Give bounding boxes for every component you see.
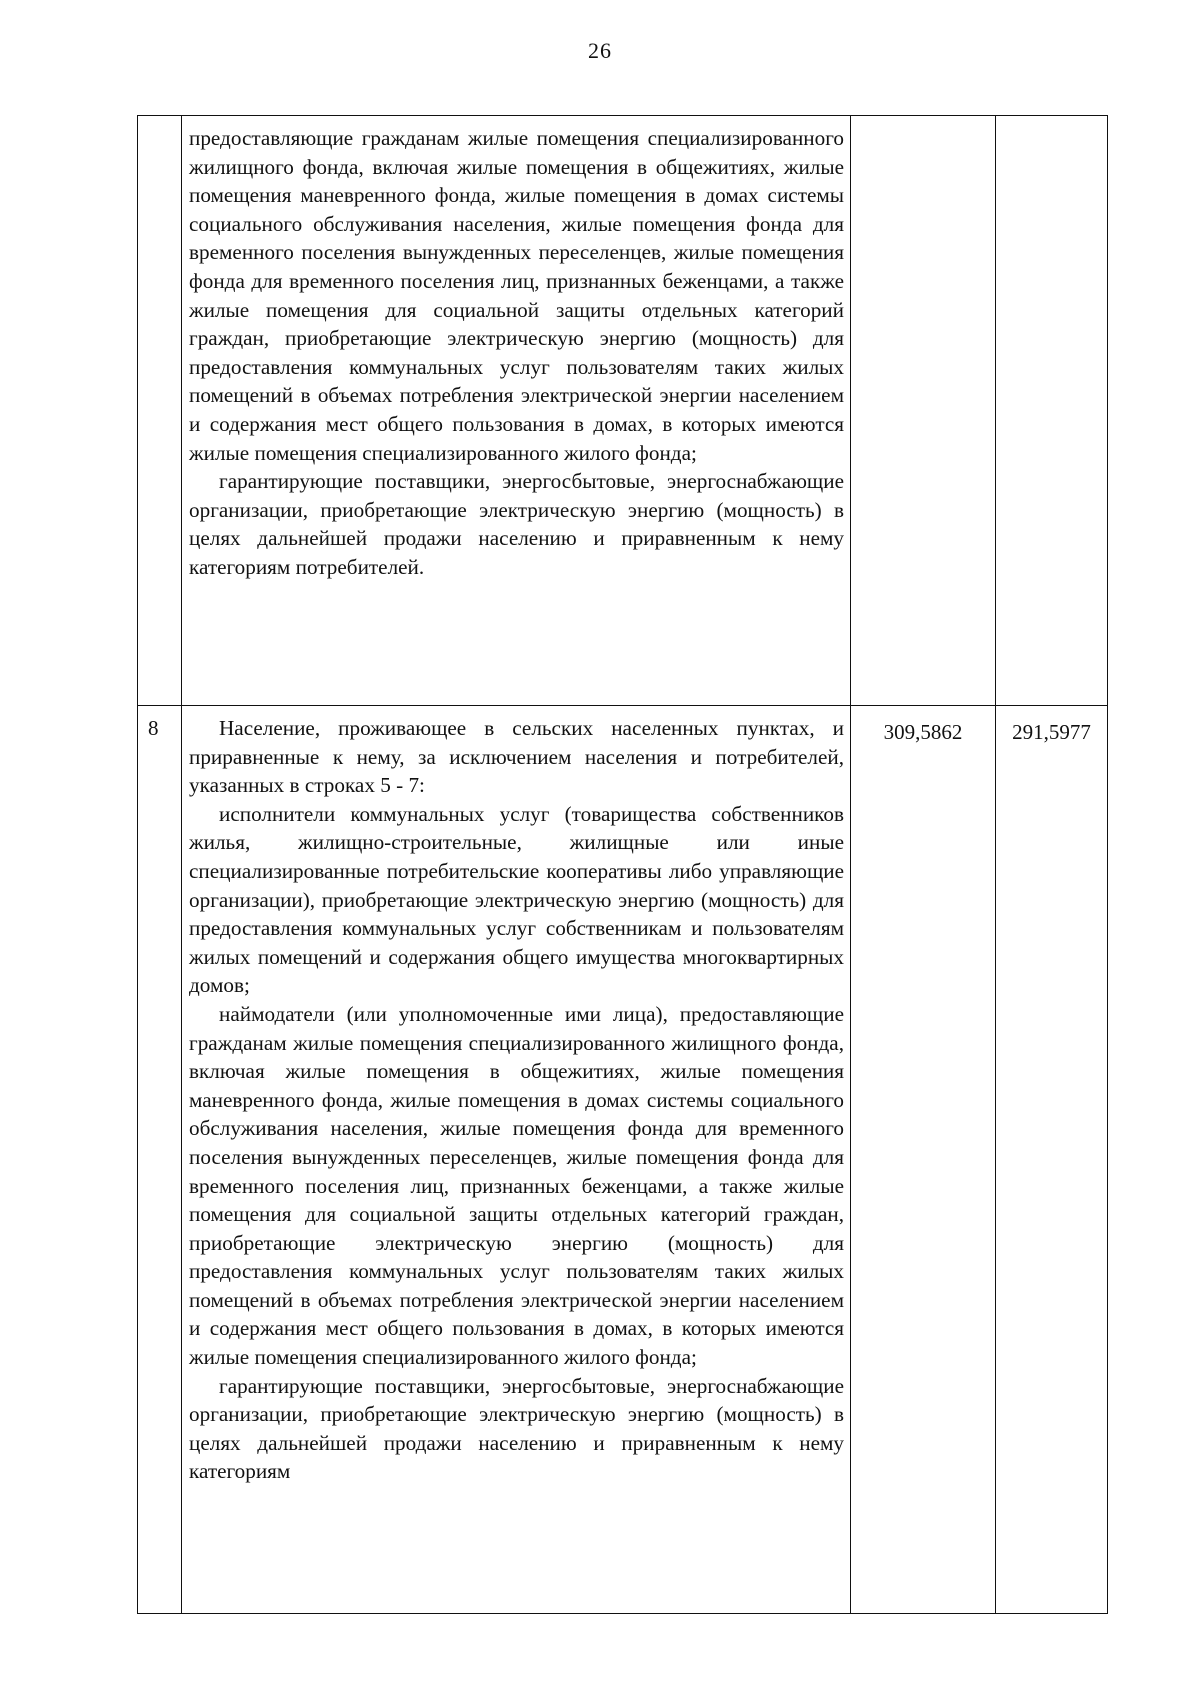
row-value-2-cell: 291,5977 [996,706,1108,1614]
row-paragraph: наймодатели (или уполномоченные ими лица), предоставляющие гражданам жилые помещения специализированного жилищного фонда, включая жилые помещения в общежитиях, жилые помещения маневренного фонда, жилые помещения в домах системы социального обслуживания населения, жилые помещения фонда для временного поселения вынужденных переселенцев, жилые помещения фонда для временного поселения лиц, признанных беженцами, а также жилые помещения для социальной защиты отдельных категорий граждан, приобретающие электрическую энергию (мощность) для предоставления коммунальных услуг пользователям таких жилых помещений в объемах потребления электрической энергии населением и содержания мест общего пользования в домах, в которых имеются жилые помещения специализированного жилого фонда; [189,1001,844,1370]
row-number-cell: 8 [138,706,182,1614]
tariff-table [137,115,1108,1614]
row-description-cell [182,116,851,706]
table-row-8 [138,706,1108,1614]
row-paragraph: предоставляющие гражданам жилые помещения специализированного жилищного фонда, включая жилые помещения в общежитиях, жилые помещения маневренного фонда, жилые помещения в домах системы социального обслуживания населения, жилые помещения фонда для временного поселения вынужденных переселенцев, жилые помещения фонда для временного поселения лиц, признанных беженцами, а также жилые помещения для социальной защиты отдельных категорий граждан, приобретающие электрическую энергию (мощность) для предоставления коммунальных услуг пользователям таких жилых помещений в объемах потребления электрической энергии населением и содержания мест общего пользования в домах, в которых имеются жилые помещения специализированного жилого фонда; [189,126,844,465]
row-number-cell [138,116,182,706]
row-paragraph: Население, проживающее в сельских населенных пунктах, и приравненные к нему, за исключением населения и потребителей, указанных в строках 5 - 7: [189,716,844,798]
row-paragraph: гарантирующие поставщики, энергосбытовые, энергоснабжающие организации, приобретающие электрическую энергию (мощность) в целях дальнейшей продажи населению и приравненным к нему категориям [189,1373,844,1484]
page-number: 26 [588,38,612,63]
row-value-2-cell [996,116,1108,706]
row-paragraph: гарантирующие поставщики, энергосбытовые, энергоснабжающие организации, приобретающие электрическую энергию (мощность) в целях дальнейшей продажи населению и приравненным к нему категориям потребителей. [189,469,844,579]
row-paragraph: исполнители коммунальных услуг (товарищества собственников жилья, жилищно-строительные, жилищные или иные специализированные потребительские кооперативы либо управляющие организации), приобретающие электрическую энергию (мощность) для предоставления коммунальных услуг собственникам и пользователям жилых помещений и содержания общего имущества многоквартирных домов; [189,801,844,998]
row-description-cell [182,706,851,1614]
table-row-continuation [138,116,1108,706]
row-value-1-cell: 309,5862 [851,706,996,1614]
row-value-1-cell [851,116,996,706]
